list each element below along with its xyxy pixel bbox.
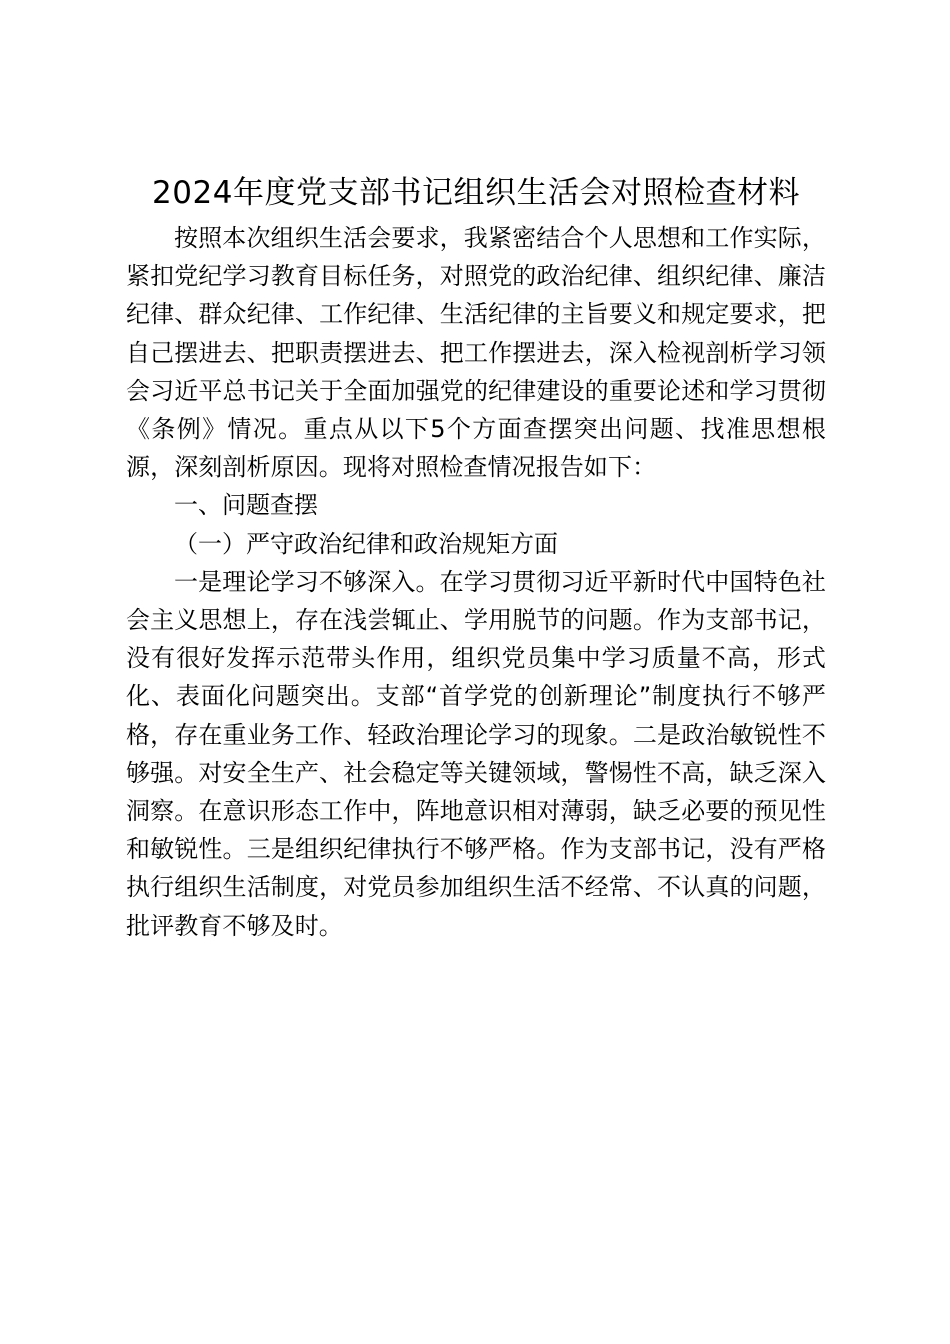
subsection-heading: （一）严守政治纪律和政治规矩方面 bbox=[174, 529, 558, 558]
intro-paragraph: 按照本次组织生活会要求，我紧密结合个人思想和工作实际，紧扣党纪学习教育目标任务，对照党的政治纪律、组织纪律、廉洁纪律、群众纪律、工作纪律、生活纪律的主旨要义和规定要求，把自己摆进去、把职责摆进去、把工作摆进去，深入检视剖析学习领会习近平总书记关于全面加强党的纪律建设的重要论述和学习贯彻《条例》情况。重点从以下5个方面查摆突出问题、找准思想根源，深刻剖析原因。现将对照检查情况报告如下： bbox=[126, 224, 826, 482]
document-title: 2024年度党支部书记组织生活会对照检查材料 bbox=[152, 175, 800, 211]
body-paragraph: 一是理论学习不够深入。在学习贯彻习近平新时代中国特色社会主义思想上，存在浅尝辄止、学用脱节的问题。作为支部书记，没有很好发挥示范带头作用，组织党员集中学习质量不高，形式化、表面化问题突出。支部“首学党的创新理论”制度执行不够严格，存在重业务工作、轻政治理论学习的现象。二是政治敏锐性不够强。对安全生产、社会稳定等关键领域，警惕性不高，缺乏深入洞察。在意识形态工作中，阵地意识相对薄弱，缺乏必要的预见性和敏锐性。三是组织纪律执行不够严格。作为支部书记，没有严格执行组织生活制度，对党员参加组织生活不经常、不认真的问题，批评教育不够及时。 bbox=[126, 567, 826, 940]
document-body bbox=[126, 168, 826, 945]
section-heading: 一、问题查摆 bbox=[174, 491, 318, 520]
